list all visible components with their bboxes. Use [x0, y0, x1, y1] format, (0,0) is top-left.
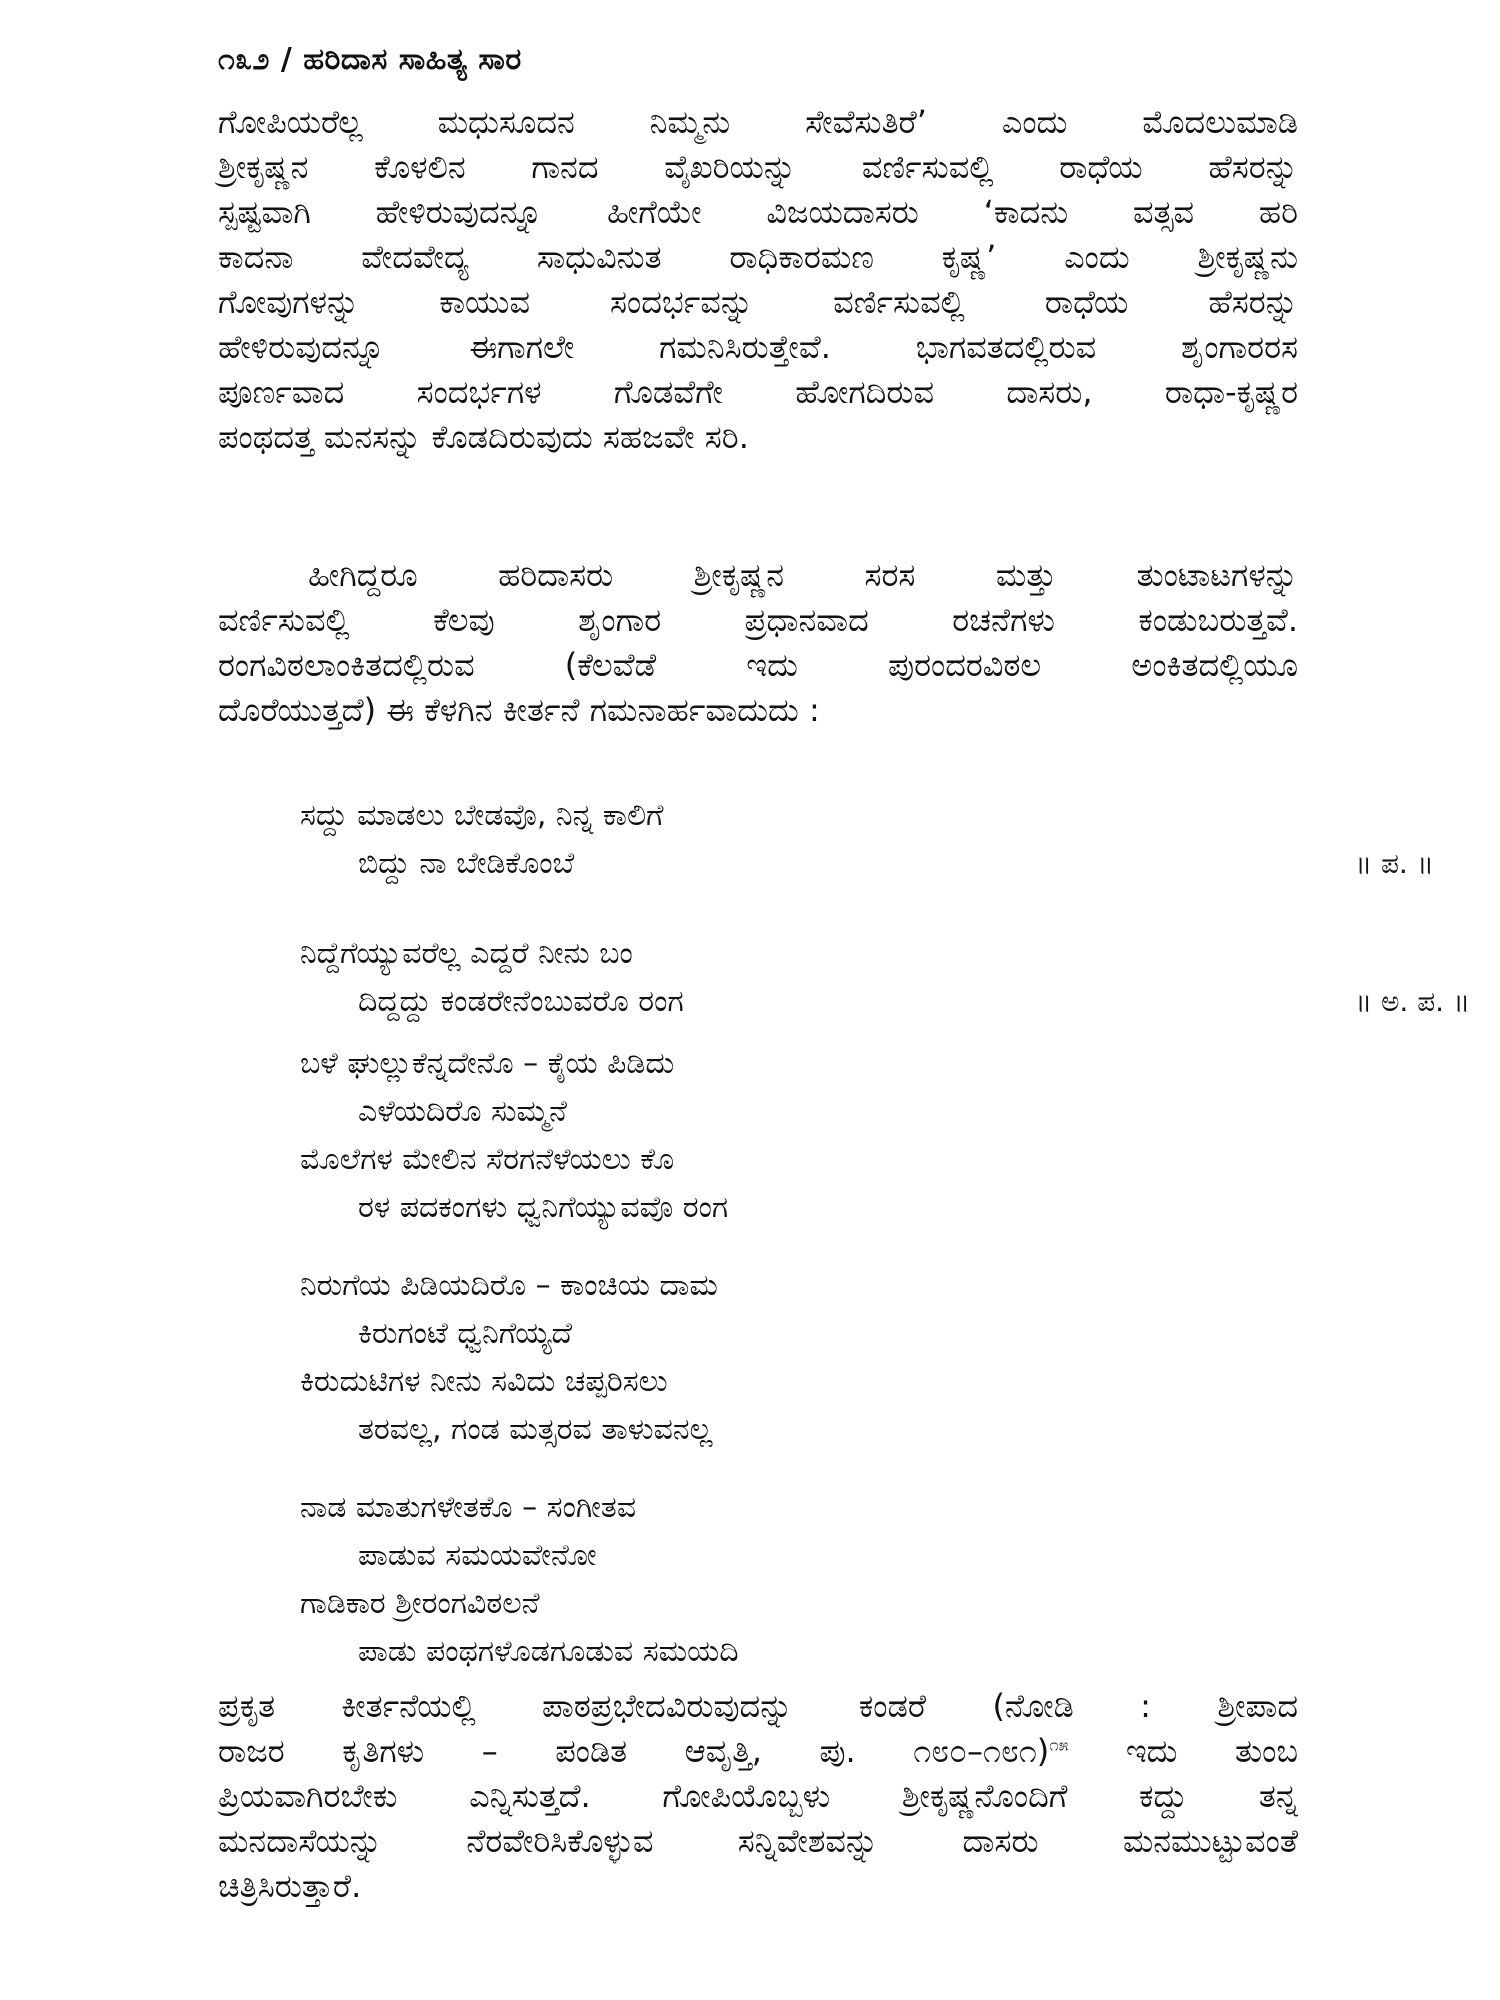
paragraph-line: ದೊರೆಯುತ್ತದೆ) ಈ ಕೆಳಗಿನ ಕೀರ್ತನೆ ಗಮನಾರ್ಹವಾದುದು : [218, 691, 820, 729]
paragraph-line: ಪ್ರಿಯವಾಗಿರಬೇಕು ಎನ್ನಿಸುತ್ತದೆ. ಗೋಪಿಯೊಬ್ಬಳು ಶ್ರೀಕೃಷ್ಣನೊಂದಿಗೆ ಕದ್ದು ತನ್ನ [218, 1777, 1298, 1815]
paragraph-line: ಮನದಾಸೆಯನ್ನು ನೆರವೇರಿಸಿಕೊಳ್ಳುವ ಸನ್ನಿವೇಶವನ್ನು ದಾಸರು ಮನಮುಟ್ಟುವಂತೆ [218, 1822, 1298, 1860]
verse-line: ತರವಲ್ಲ, ಗಂಡ ಮತ್ಸರವ ತಾಳುವನಲ್ಲ [358, 1412, 713, 1447]
verse-line: ಗಾಡಿಕಾರ ಶ್ರೀರಂಗವಿಠಲನೆ [300, 1586, 540, 1621]
song-pallavi [300, 792, 1434, 888]
paragraph-line: ಹೇಳಿರುವುದನ್ನೂ ಈಗಾಗಲೇ ಗಮನಿಸಿರುತ್ತೇವೆ. ಭಾಗವತದಲ್ಲಿರುವ ಶೃಂಗಾರರಸ [218, 328, 1298, 366]
verse-line: ಕಿರುದುಟಿಗಳ ನೀನು ಸವಿದು ಚಪ್ಪರಿಸಲು [300, 1364, 668, 1399]
paragraph-line: ಸ್ಪಷ್ಟವಾಗಿ ಹೇಳಿರುವುದನ್ನೂ ಹೀಗೆಯೇ ವಿಜಯದಾಸರು ‘ಕಾದನು ವತ್ಸವ ಹರಿ [218, 193, 1298, 231]
verse-line: ಪಾಡು ಪಂಥಗಳೊಡಗೂಡುವ ಸಮಯದಿ [358, 1634, 739, 1669]
paragraph-line: ಚಿತ್ರಿಸಿರುತ್ತಾರೆ. [218, 1867, 362, 1905]
verse-line: ಕಿರುಗಂಟೆ ಧ್ವನಿಗೆಯ್ಯದೆ [358, 1316, 573, 1351]
paragraph-line: ಪಂಥದತ್ತ ಮನಸನ್ನು ಕೊಡದಿರುವುದು ಸಹಜವೇ ಸರಿ. [218, 418, 749, 456]
verse-line: ನಾಡ ಮಾತುಗಳೇತಕೊ – ಸಂಗೀತವ [300, 1490, 637, 1525]
paragraph-line: ಕಾದನಾ ವೇದವೇದ್ಯ ಸಾಧುವಿನುತ ರಾಧಿಕಾರಮಣ ಕೃಷ್ಣ’ ಎಂದು ಶ್ರೀಕೃಷ್ಣನು [218, 238, 1298, 276]
song-stanza-3 [300, 1484, 739, 1676]
verse-line: ಮೊಲೆಗಳ ಮೇಲಿನ ಸೆರಗನೆಳೆಯಲು ಕೊ [300, 1142, 675, 1177]
verse-line: ಪಾಡುವ ಸಮಯವೇನೋ [358, 1538, 597, 1573]
paragraph-1 [218, 100, 1298, 460]
verse-line: ಬಳೆ ಘುಲ್ಲುಕೆನ್ನದೇನೊ – ಕೈಯ ಪಿಡಿದು [300, 1046, 675, 1081]
verse-line [300, 840, 1434, 888]
paragraph-line: ಗೋವುಗಳನ್ನು ಕಾಯುವ ಸಂದರ್ಭವನ್ನು ವರ್ಣಿಸುವಲ್ಲಿ ರಾಧೆಯ ಹೆಸರನ್ನು [218, 283, 1298, 321]
song-anupallavi [300, 930, 1471, 1026]
verse-line: ಸದ್ದು ಮಾಡಲು ಬೇಡವೊ, ನಿನ್ನ ಕಾಲಿಗೆ [300, 798, 664, 833]
paragraph-3 [218, 1684, 1298, 1909]
paragraph-line: ವರ್ಣಿಸುವಲ್ಲಿ ಕೆಲವು ಶೃಂಗಾರ ಪ್ರಧಾನವಾದ ರಚನೆಗಳು ಕಂಡುಬರುತ್ತವೆ. [218, 601, 1298, 639]
paragraph-line [218, 1729, 1298, 1774]
anupallavi-mark: ॥ ಅ. ಪ. ॥ [1355, 985, 1471, 1018]
verse-line: ನಿರುಗೆಯ ಪಿಡಿಯದಿರೊ – ಕಾಂಚಿಯ ದಾಮ [300, 1268, 718, 1303]
paragraph-line: ಗೋಪಿಯರೆಲ್ಲ ಮಧುಸೂದನ ನಿಮ್ಮನು ಸೇವೆಸುತಿರೆ’ ಎಂದು ಮೊದಲುಮಾಡಿ [218, 103, 1298, 141]
paragraph-2 [218, 553, 1298, 733]
paragraph-line: ಪೂರ್ಣವಾದ ಸಂದರ್ಭಗಳ ಗೊಡವೆಗೇ ಹೋಗದಿರುವ ದಾಸರು, ರಾಧಾ-ಕೃಷ್ಣರ [218, 373, 1298, 411]
song-stanza-2 [300, 1262, 718, 1454]
running-head: ೧೩೨ / ಹರಿದಾಸ ಸಾಹಿತ್ಯ ಸಾರ [218, 42, 522, 77]
verse-line [300, 978, 1471, 1026]
paragraph-line: ಹೀಗಿದ್ದರೂ ಹರಿದಾಸರು ಶ್ರೀಕೃಷ್ಣನ ಸರಸ ಮತ್ತು ತುಂಟಾಟಗಳನ್ನು [308, 556, 1298, 594]
verse-line: ಎಳೆಯದಿರೊ ಸುಮ್ಮನೆ [358, 1094, 568, 1129]
song-stanza-1 [300, 1040, 728, 1232]
footnote-marker: ೧೫ [1049, 1735, 1069, 1756]
paragraph-line-text: ಇದು ತುಂಬ [1068, 1732, 1298, 1770]
verse-line-text: ದಿದ್ದದ್ದು ಕಂಡರೇನೆಂಬುವರೊ ರಂಗ [358, 984, 684, 1019]
pallavi-mark: ॥ ಪ. ॥ [1355, 847, 1434, 880]
paragraph-line-text: ರಾಜರ ಕೃತಿಗಳು – ಪಂಡಿತ ಆವೃತ್ತಿ, ಪು. ೧೮೦–೧೮೧) [218, 1732, 1050, 1770]
paragraph-line: ಪ್ರಕೃತ ಕೀರ್ತನೆಯಲ್ಲಿ ಪಾಠಪ್ರಭೇದವಿರುವುದನ್ನು ಕಂಡರೆ (ನೋಡಿ : ಶ್ರೀಪಾದ [218, 1687, 1298, 1725]
verse-line: ರಳ ಪದಕಂಗಳು ಧ್ವನಿಗೆಯ್ಯುವವೊ ರಂಗ [358, 1190, 729, 1225]
verse-line: ನಿದ್ದೆಗೆಯ್ಯುವರೆಲ್ಲ ಎದ್ದರೆ ನೀನು ಬಂ [300, 936, 633, 971]
paragraph-line: ಶ್ರೀಕೃಷ್ಣನ ಕೊಳಲಿನ ಗಾನದ ವೈಖರಿಯನ್ನು ವರ್ಣಿಸುವಲ್ಲಿ ರಾಧೆಯ ಹೆಸರನ್ನು [218, 148, 1298, 186]
paragraph-line: ರಂಗವಿಠಲಾಂಕಿತದಲ್ಲಿರುವ (ಕೆಲವೆಡೆ ಇದು ಪುರಂದರವಿಠಲ ಅಂಕಿತದಲ್ಲಿಯೂ [218, 646, 1298, 684]
verse-line-text: ಬಿದ್ದು ನಾ ಬೇಡಿಕೊಂಬೆ [358, 846, 575, 881]
